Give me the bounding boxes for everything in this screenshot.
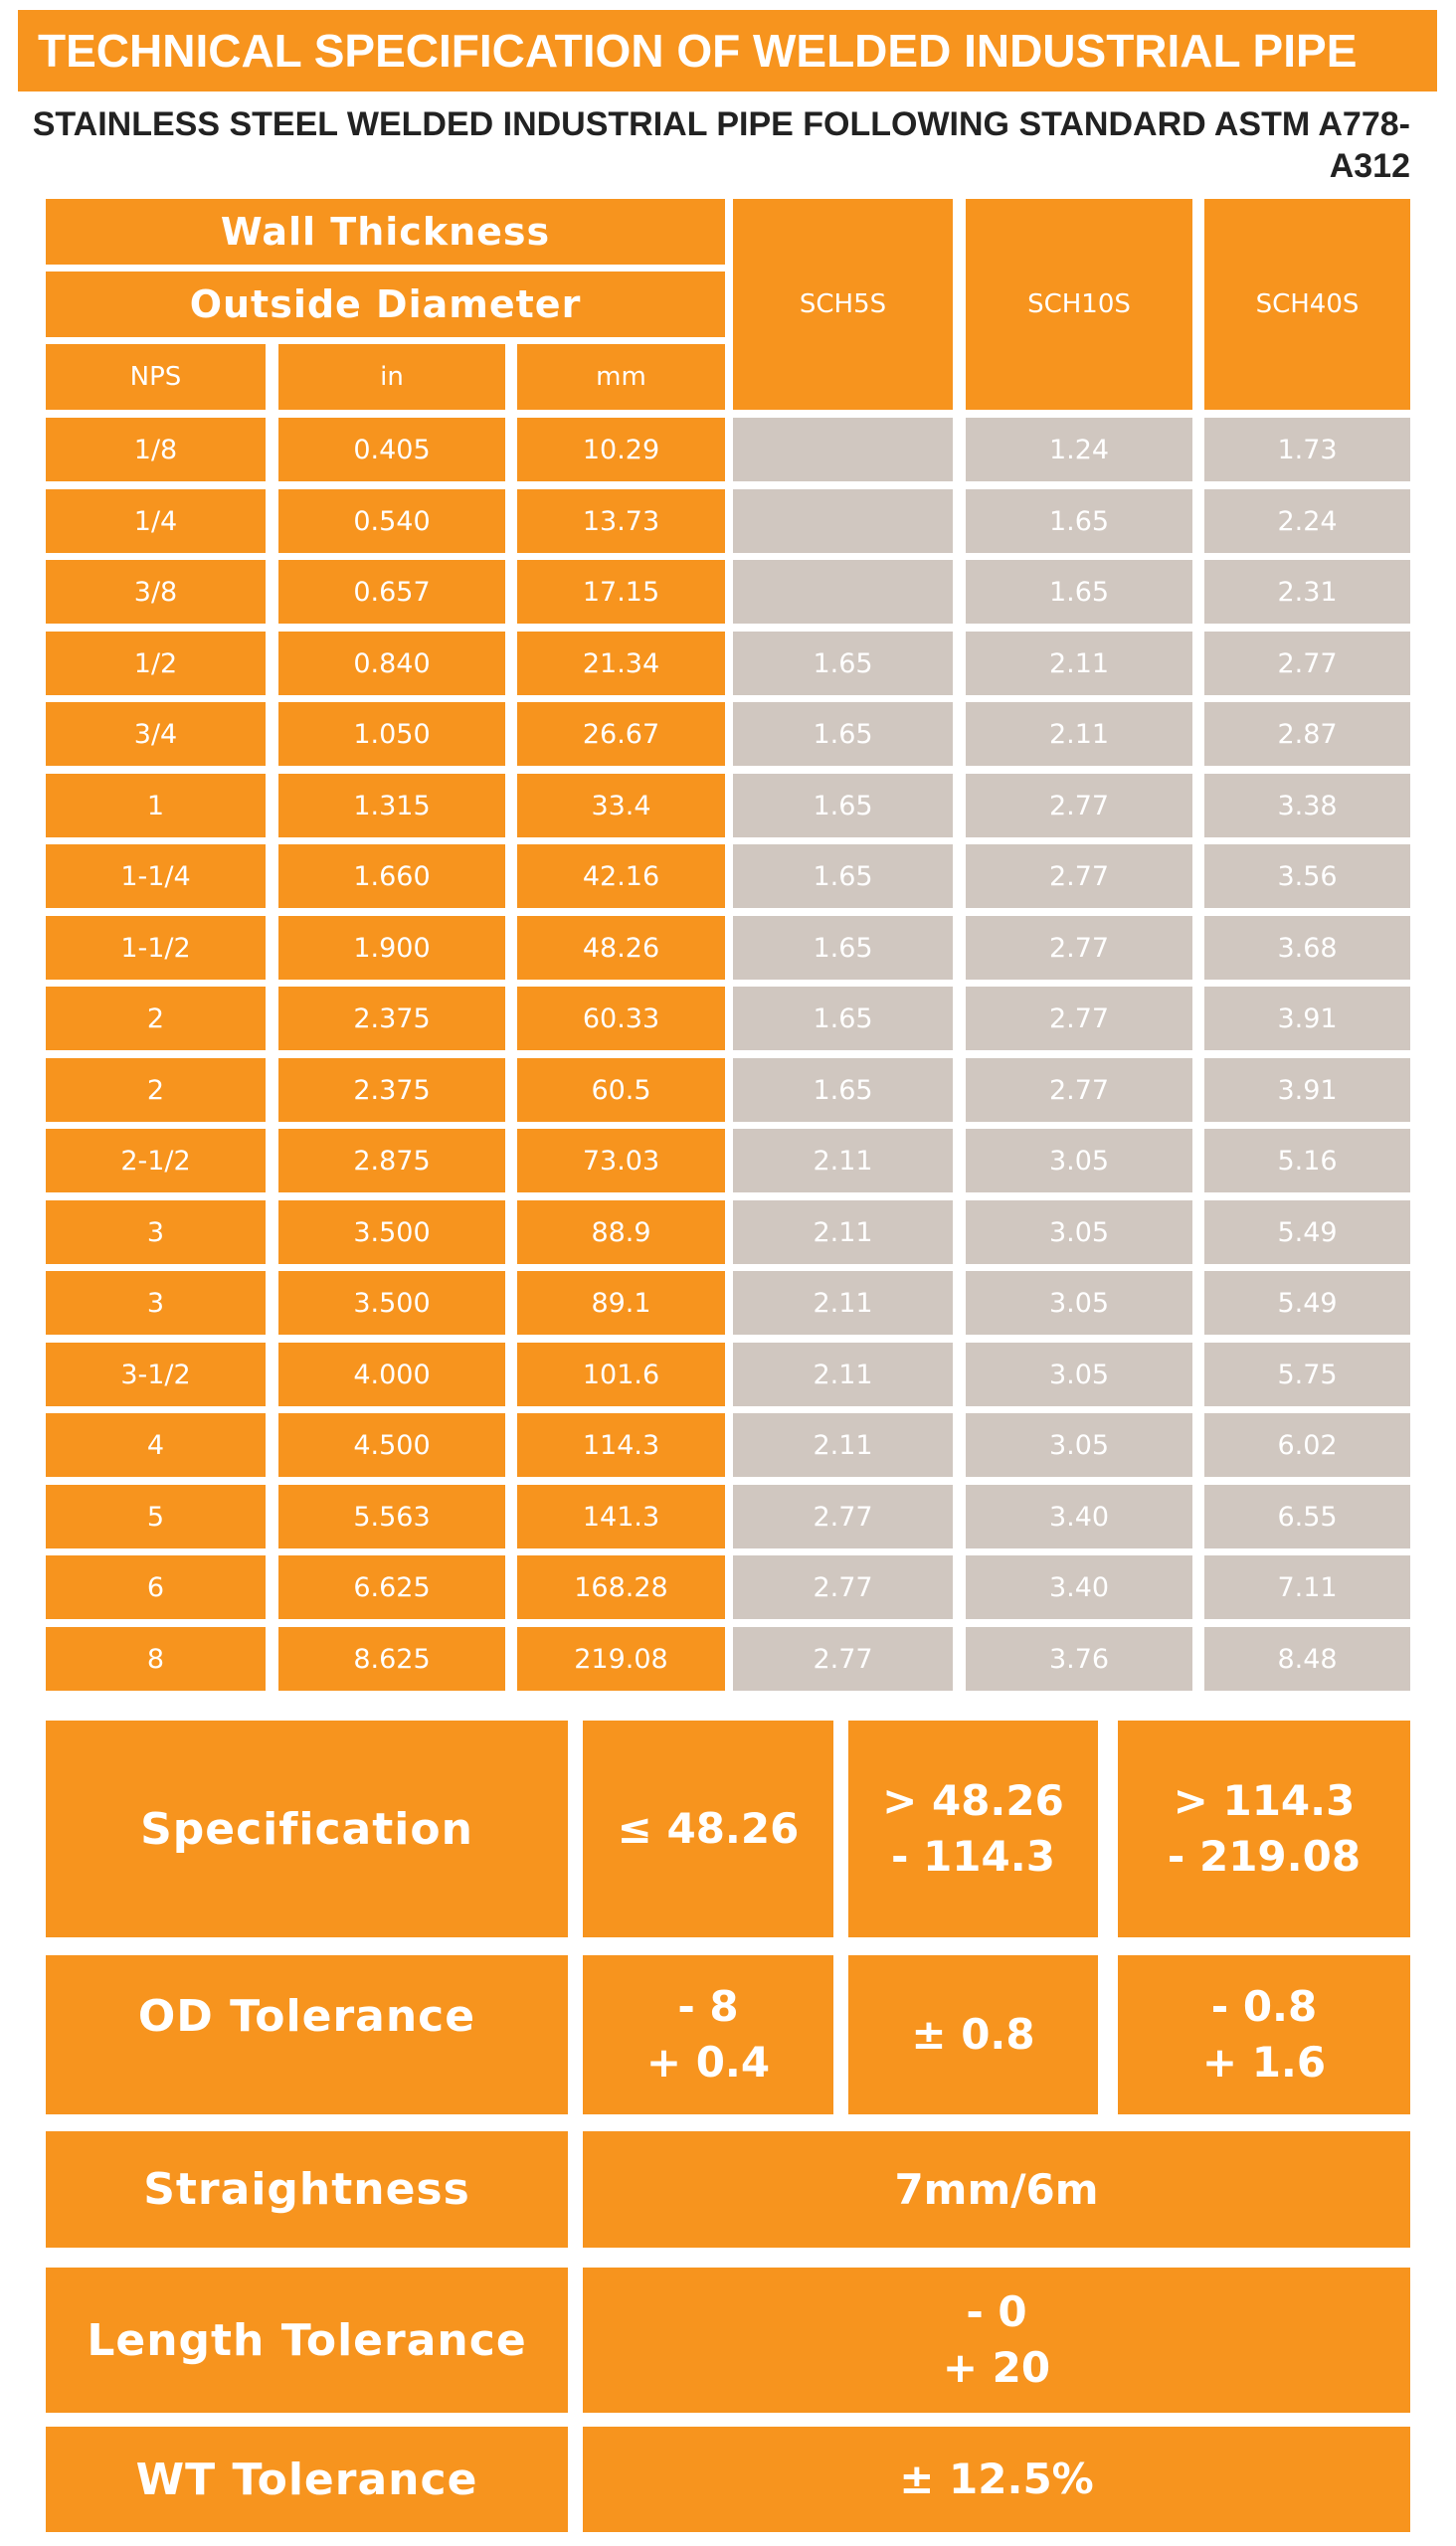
cell-sch40s: 8.48 (1204, 1627, 1410, 1691)
header-wall-thickness: Wall Thickness (46, 199, 725, 265)
length-tolerance-label: Length Tolerance (46, 2268, 568, 2413)
cell-od-mm: 89.1 (517, 1271, 725, 1335)
cell-od-mm: 168.28 (517, 1555, 725, 1619)
cell-sch5s: 1.65 (733, 987, 953, 1050)
cell-od-mm: 21.34 (517, 632, 725, 695)
cell-sch10s: 2.77 (966, 844, 1192, 908)
cell-sch40s: 2.24 (1204, 489, 1410, 553)
cell-od-in: 1.315 (278, 774, 505, 837)
cell-od-in: 6.625 (278, 1555, 505, 1619)
cell-nps: 8 (46, 1627, 266, 1691)
cell-od-mm: 73.03 (517, 1129, 725, 1192)
cell-sch5s: 2.11 (733, 1413, 953, 1477)
cell-od-mm: 88.9 (517, 1200, 725, 1264)
length-tolerance-value: - 0 + 20 (583, 2268, 1410, 2413)
cell-sch5s (733, 489, 953, 553)
cell-nps: 1-1/4 (46, 844, 266, 908)
cell-sch5s: 1.65 (733, 916, 953, 980)
page-subtitle: STAINLESS STEEL WELDED INDUSTRIAL PIPE FOLLOWING STANDARD ASTM A778-A312 (32, 105, 1410, 185)
straightness-label: Straightness (46, 2131, 568, 2248)
cell-sch40s: 3.38 (1204, 774, 1410, 837)
cell-od-in: 0.657 (278, 560, 505, 624)
cell-od-mm: 141.3 (517, 1485, 725, 1548)
cell-sch5s: 2.77 (733, 1485, 953, 1548)
cell-sch40s: 6.55 (1204, 1485, 1410, 1548)
cell-od-in: 0.540 (278, 489, 505, 553)
cell-sch40s: 1.73 (1204, 418, 1410, 481)
cell-od-mm: 33.4 (517, 774, 725, 837)
header-outside-diameter: Outside Diameter (46, 272, 725, 337)
cell-od-in: 0.405 (278, 418, 505, 481)
wt-tolerance-label: WT Tolerance (46, 2427, 568, 2532)
cell-od-in: 5.563 (278, 1485, 505, 1548)
cell-od-in: 3.500 (278, 1271, 505, 1335)
cell-sch5s: 2.77 (733, 1555, 953, 1619)
cell-nps: 5 (46, 1485, 266, 1548)
cell-nps: 3-1/2 (46, 1343, 266, 1406)
cell-od-mm: 42.16 (517, 844, 725, 908)
cell-od-in: 2.375 (278, 987, 505, 1050)
cell-od-mm: 26.67 (517, 702, 725, 766)
cell-od-in: 8.625 (278, 1627, 505, 1691)
cell-sch10s: 3.05 (966, 1200, 1192, 1264)
specification-value-1: ≤ 48.26 (583, 1721, 833, 1937)
cell-sch40s: 2.87 (1204, 702, 1410, 766)
cell-od-in: 2.375 (278, 1058, 505, 1122)
cell-sch5s (733, 560, 953, 624)
cell-sch40s: 5.75 (1204, 1343, 1410, 1406)
cell-nps: 3 (46, 1200, 266, 1264)
cell-sch5s: 1.65 (733, 702, 953, 766)
cell-sch40s: 5.49 (1204, 1200, 1410, 1264)
header-sch10s: SCH10S (966, 199, 1192, 410)
cell-nps: 2 (46, 987, 266, 1050)
cell-od-in: 0.840 (278, 632, 505, 695)
header-mm: mm (517, 344, 725, 410)
cell-sch40s: 6.02 (1204, 1413, 1410, 1477)
cell-sch10s: 2.77 (966, 1058, 1192, 1122)
cell-sch10s: 3.40 (966, 1555, 1192, 1619)
cell-sch10s: 2.77 (966, 987, 1192, 1050)
cell-sch10s: 1.24 (966, 418, 1192, 481)
cell-sch40s: 5.49 (1204, 1271, 1410, 1335)
od-tolerance-value-2: ± 0.8 (848, 1955, 1098, 2114)
cell-sch5s: 1.65 (733, 632, 953, 695)
cell-sch10s: 2.11 (966, 632, 1192, 695)
cell-sch10s: 3.40 (966, 1485, 1192, 1548)
cell-nps: 6 (46, 1555, 266, 1619)
header-sch40s: SCH40S (1204, 199, 1410, 410)
cell-sch40s: 3.91 (1204, 1058, 1410, 1122)
cell-nps: 2 (46, 1058, 266, 1122)
page-title: TECHNICAL SPECIFICATION OF WELDED INDUSTRIAL PIPE (18, 10, 1437, 91)
cell-od-in: 3.500 (278, 1200, 505, 1264)
cell-nps: 1/8 (46, 418, 266, 481)
cell-sch40s: 2.77 (1204, 632, 1410, 695)
cell-od-mm: 101.6 (517, 1343, 725, 1406)
header-nps: NPS (46, 344, 266, 410)
cell-nps: 1/2 (46, 632, 266, 695)
header-sch5s: SCH5S (733, 199, 953, 410)
cell-nps: 1/4 (46, 489, 266, 553)
cell-sch5s: 2.77 (733, 1627, 953, 1691)
cell-od-mm: 10.29 (517, 418, 725, 481)
straightness-value: 7mm/6m (583, 2131, 1410, 2248)
cell-od-in: 2.875 (278, 1129, 505, 1192)
cell-od-mm: 60.33 (517, 987, 725, 1050)
cell-nps: 4 (46, 1413, 266, 1477)
cell-sch40s: 7.11 (1204, 1555, 1410, 1619)
cell-od-mm: 48.26 (517, 916, 725, 980)
cell-od-in: 1.050 (278, 702, 505, 766)
cell-sch10s: 3.05 (966, 1271, 1192, 1335)
cell-od-in: 1.660 (278, 844, 505, 908)
cell-sch5s: 1.65 (733, 774, 953, 837)
cell-sch10s: 2.11 (966, 702, 1192, 766)
cell-od-mm: 60.5 (517, 1058, 725, 1122)
cell-sch5s: 1.65 (733, 844, 953, 908)
cell-sch10s: 3.05 (966, 1413, 1192, 1477)
header-in: in (278, 344, 505, 410)
cell-sch10s: 2.77 (966, 916, 1192, 980)
cell-sch10s: 3.05 (966, 1343, 1192, 1406)
od-tolerance-value-1: - 8 + 0.4 (583, 1955, 833, 2114)
cell-od-in: 1.900 (278, 916, 505, 980)
cell-od-mm: 219.08 (517, 1627, 725, 1691)
cell-sch5s: 1.65 (733, 1058, 953, 1122)
wt-tolerance-value: ± 12.5% (583, 2427, 1410, 2532)
specification-value-3: > 114.3 - 219.08 (1118, 1721, 1410, 1937)
cell-nps: 1 (46, 774, 266, 837)
cell-nps: 3 (46, 1271, 266, 1335)
cell-nps: 3/4 (46, 702, 266, 766)
cell-sch40s: 3.91 (1204, 987, 1410, 1050)
cell-sch40s: 5.16 (1204, 1129, 1410, 1192)
od-tolerance-value-3: - 0.8 + 1.6 (1118, 1955, 1410, 2114)
cell-sch10s: 3.05 (966, 1129, 1192, 1192)
cell-od-mm: 114.3 (517, 1413, 725, 1477)
cell-sch10s: 2.77 (966, 774, 1192, 837)
cell-sch10s: 3.76 (966, 1627, 1192, 1691)
cell-sch5s: 2.11 (733, 1129, 953, 1192)
cell-sch40s: 2.31 (1204, 560, 1410, 624)
cell-od-in: 4.500 (278, 1413, 505, 1477)
cell-sch10s: 1.65 (966, 560, 1192, 624)
od-tolerance-label: OD Tolerance (46, 1955, 568, 2114)
cell-sch40s: 3.56 (1204, 844, 1410, 908)
cell-nps: 1-1/2 (46, 916, 266, 980)
cell-sch40s: 3.68 (1204, 916, 1410, 980)
cell-od-in: 4.000 (278, 1343, 505, 1406)
cell-sch10s: 1.65 (966, 489, 1192, 553)
cell-sch5s: 2.11 (733, 1200, 953, 1264)
cell-sch5s (733, 418, 953, 481)
cell-od-mm: 17.15 (517, 560, 725, 624)
cell-nps: 2-1/2 (46, 1129, 266, 1192)
specification-value-2: > 48.26 - 114.3 (848, 1721, 1098, 1937)
cell-sch5s: 2.11 (733, 1343, 953, 1406)
specification-label: Specification (46, 1721, 568, 1937)
cell-sch5s: 2.11 (733, 1271, 953, 1335)
cell-od-mm: 13.73 (517, 489, 725, 553)
cell-nps: 3/8 (46, 560, 266, 624)
